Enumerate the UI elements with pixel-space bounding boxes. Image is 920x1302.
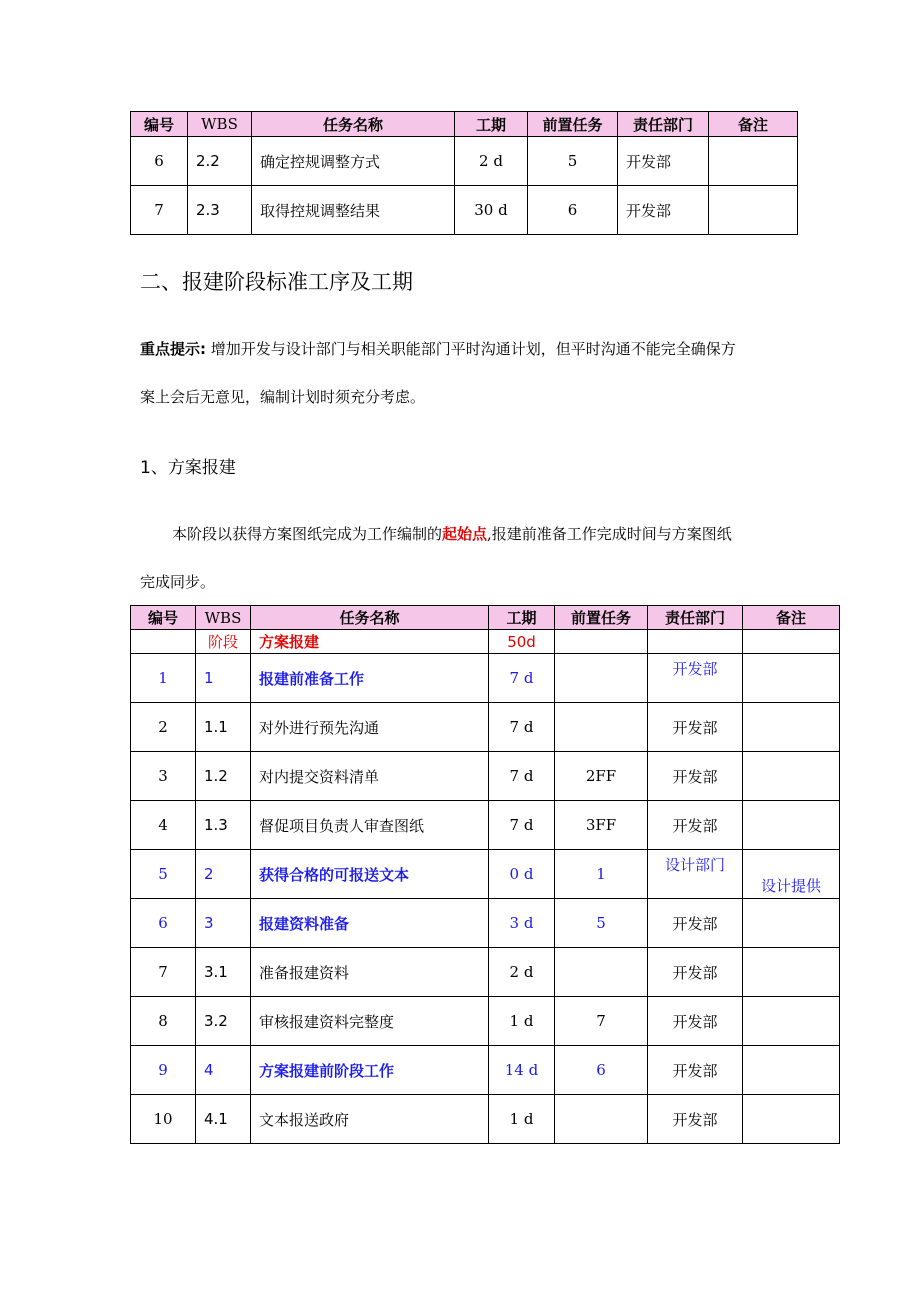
cell-duration: 0 d [489, 850, 555, 899]
cell-wbs: 3 [196, 899, 251, 948]
cell-department: 开发部 [618, 186, 709, 235]
cell-note [743, 1095, 840, 1144]
cell-no: 7 [131, 186, 188, 235]
cell-predecessor: 5 [555, 899, 648, 948]
cell-wbs: 4.1 [196, 1095, 251, 1144]
table-row [131, 1095, 840, 1144]
cell-department [648, 630, 743, 654]
cell-department: 开发部 [648, 752, 743, 801]
phase-name: 方案报建 [251, 630, 489, 654]
intro-highlight: 起始点 [442, 525, 488, 543]
cell-predecessor: 7 [555, 997, 648, 1046]
cell-duration: 1 d [489, 997, 555, 1046]
phase-duration: 50d [489, 630, 555, 654]
table-row [131, 137, 798, 186]
col-header-predecessor: 前置任务 [528, 112, 618, 137]
cell-department: 开发部 [648, 948, 743, 997]
intro-line-1 [172, 523, 732, 544]
table-row-summary [131, 1046, 840, 1095]
cell-no [131, 630, 196, 654]
cell-no: 9 [131, 1046, 196, 1095]
col-header-no: 编号 [131, 112, 188, 137]
cell-no: 7 [131, 948, 196, 997]
cell-duration: 2 d [489, 948, 555, 997]
cell-department: 开发部 [648, 1095, 743, 1144]
phase-label: 阶段 [196, 630, 251, 654]
table-header-row [131, 112, 798, 137]
col-header-wbs: WBS [188, 112, 252, 137]
cell-wbs: 3.1 [196, 948, 251, 997]
cell-no: 6 [131, 137, 188, 186]
col-header-predecessor: 前置任务 [555, 606, 648, 630]
cell-wbs: 2.3 [188, 186, 252, 235]
cell-name: 文本报送政府 [251, 1095, 489, 1144]
cell-note [743, 630, 840, 654]
cell-duration: 7 d [489, 703, 555, 752]
col-header-duration: 工期 [489, 606, 555, 630]
cell-note [743, 1046, 840, 1095]
col-header-department: 责任部门 [618, 112, 709, 137]
cell-no: 8 [131, 997, 196, 1046]
cell-wbs: 2 [196, 850, 251, 899]
cell-department: 开发部 [648, 654, 743, 703]
cell-predecessor: 2FF [555, 752, 648, 801]
cell-department: 设计部门 [648, 850, 743, 899]
cell-no: 10 [131, 1095, 196, 1144]
cell-note [743, 703, 840, 752]
cell-note [709, 186, 798, 235]
cell-name: 督促项目负责人审查图纸 [251, 801, 489, 850]
cell-department: 开发部 [648, 703, 743, 752]
cell-predecessor: 3FF [555, 801, 648, 850]
col-header-name: 任务名称 [251, 606, 489, 630]
table-row-summary [131, 850, 840, 899]
col-header-no: 编号 [131, 606, 196, 630]
table-row [131, 801, 840, 850]
cell-name: 取得控规调整结果 [252, 186, 455, 235]
cell-name: 对外进行预先沟通 [251, 703, 489, 752]
col-header-note: 备注 [743, 606, 840, 630]
cell-name: 报建资料准备 [251, 899, 489, 948]
intro-text-pre: 本阶段以获得方案图纸完成为工作编制的 [172, 525, 443, 543]
cell-duration: 2 d [455, 137, 528, 186]
cell-note [743, 948, 840, 997]
cell-department: 开发部 [648, 899, 743, 948]
table-row [131, 703, 840, 752]
intro-text-post: ,报建前准备工作完成时间与方案图纸 [487, 525, 732, 543]
intro-line-2: 完成同步。 [140, 573, 216, 591]
col-header-duration: 工期 [455, 112, 528, 137]
cell-department: 开发部 [618, 137, 709, 186]
cell-duration: 14 d [489, 1046, 555, 1095]
cell-name: 对内提交资料清单 [251, 752, 489, 801]
cell-note [743, 801, 840, 850]
phase-row [131, 630, 840, 654]
cell-note [743, 752, 840, 801]
cell-wbs: 3.2 [196, 997, 251, 1046]
cell-no: 5 [131, 850, 196, 899]
cell-predecessor: 6 [555, 1046, 648, 1095]
cell-predecessor [555, 1095, 648, 1144]
table-row [131, 997, 840, 1046]
table-row-summary [131, 899, 840, 948]
table-row [131, 186, 798, 235]
task-table-1 [130, 111, 798, 235]
cell-predecessor: 6 [528, 186, 618, 235]
cell-predecessor: 1 [555, 850, 648, 899]
cell-note [743, 899, 840, 948]
subsection-title: 1、方案报建 [140, 458, 236, 478]
cell-predecessor [555, 948, 648, 997]
cell-name: 方案报建前阶段工作 [251, 1046, 489, 1095]
col-header-note: 备注 [709, 112, 798, 137]
cell-note [743, 654, 840, 703]
col-header-department: 责任部门 [648, 606, 743, 630]
cell-name: 获得合格的可报送文本 [251, 850, 489, 899]
col-header-wbs: WBS [196, 606, 251, 630]
cell-duration: 3 d [489, 899, 555, 948]
cell-name: 审核报建资料完整度 [251, 997, 489, 1046]
cell-name: 报建前准备工作 [251, 654, 489, 703]
cell-predecessor [555, 654, 648, 703]
cell-predecessor [555, 703, 648, 752]
cell-wbs: 1.1 [196, 703, 251, 752]
cell-predecessor: 5 [528, 137, 618, 186]
cell-wbs: 1 [196, 654, 251, 703]
cell-name: 准备报建资料 [251, 948, 489, 997]
cell-no: 4 [131, 801, 196, 850]
table-header-row [131, 606, 840, 630]
cell-duration: 7 d [489, 752, 555, 801]
hint-text-1: 增加开发与设计部门与相关职能部门平时沟通计划，但平时沟通不能完全确保方 [210, 340, 736, 358]
cell-note [743, 997, 840, 1046]
hint-line-1 [140, 338, 736, 359]
table-row-summary [131, 654, 840, 703]
table-row [131, 752, 840, 801]
hint-label: 重点提示: [140, 340, 206, 358]
table-row [131, 948, 840, 997]
cell-no: 2 [131, 703, 196, 752]
cell-duration: 30 d [455, 186, 528, 235]
section-title: 二、报建阶段标准工序及工期 [140, 270, 413, 294]
cell-no: 3 [131, 752, 196, 801]
cell-wbs: 1.3 [196, 801, 251, 850]
cell-department: 开发部 [648, 1046, 743, 1095]
cell-wbs: 2.2 [188, 137, 252, 186]
cell-duration: 1 d [489, 1095, 555, 1144]
cell-no: 6 [131, 899, 196, 948]
cell-note: 设计提供 [743, 850, 840, 899]
cell-wbs: 1.2 [196, 752, 251, 801]
cell-name: 确定控规调整方式 [252, 137, 455, 186]
cell-note [709, 137, 798, 186]
cell-duration: 7 d [489, 801, 555, 850]
cell-wbs: 4 [196, 1046, 251, 1095]
cell-duration: 7 d [489, 654, 555, 703]
cell-department: 开发部 [648, 801, 743, 850]
cell-department: 开发部 [648, 997, 743, 1046]
cell-no: 1 [131, 654, 196, 703]
task-table-2 [130, 605, 840, 1144]
col-header-name: 任务名称 [252, 112, 455, 137]
cell-predecessor [555, 630, 648, 654]
hint-line-2: 案上会后无意见，编制计划时须充分考虑。 [140, 388, 426, 406]
